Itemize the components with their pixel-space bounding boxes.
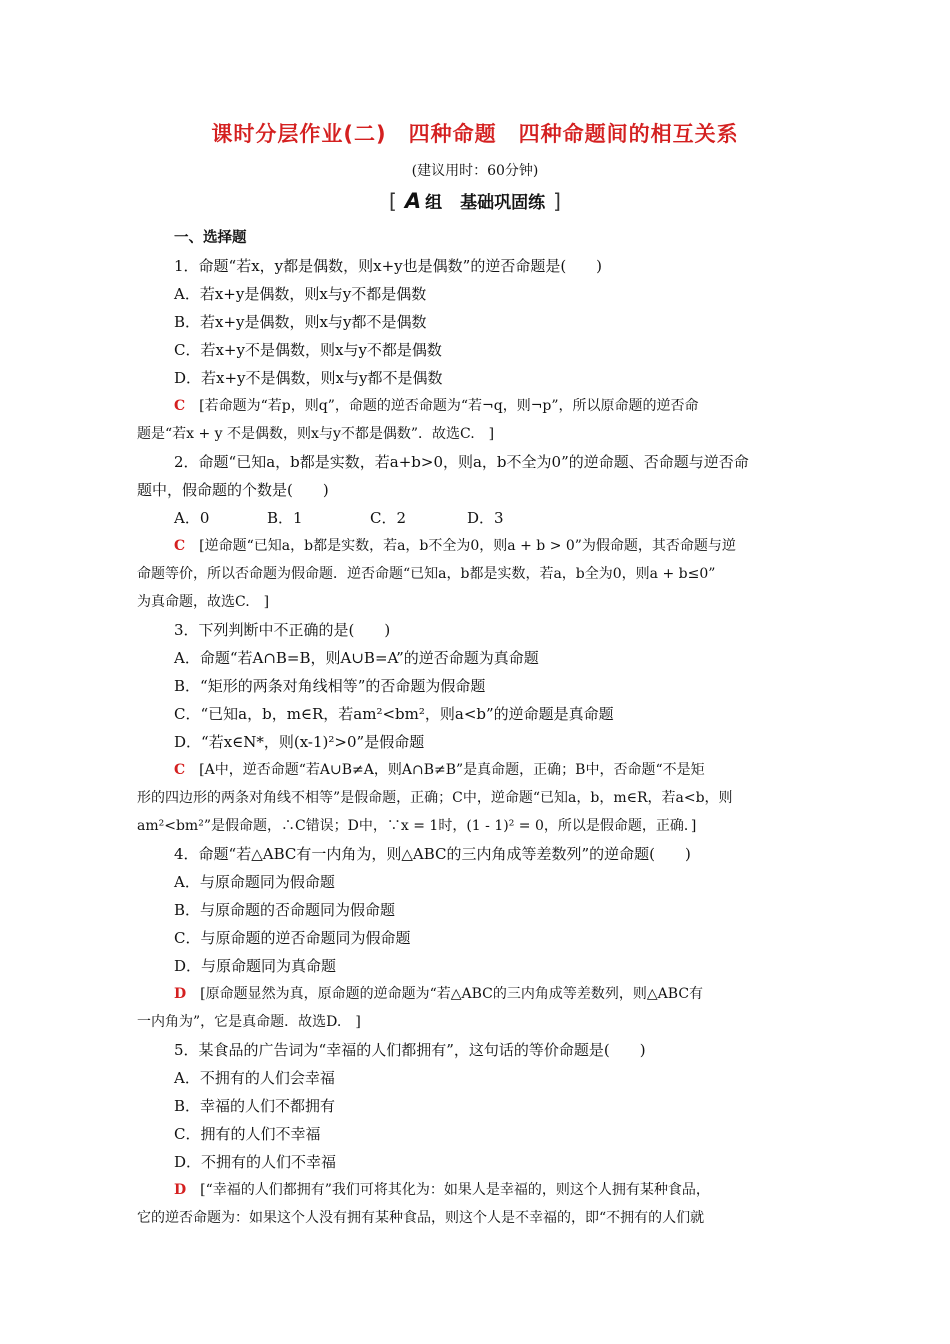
option-d: D．不拥有的人们不幸福 (174, 1153, 337, 1171)
option-c: C．与原命题的逆否命题同为假命题 (174, 929, 411, 947)
option-c: C．“已知a，b，m∈R，若am²<bm²，则a<b”的逆命题是真命题 (174, 705, 614, 723)
answer-explanation (137, 980, 817, 1036)
group-a-banner (0, 188, 950, 213)
question-4 (137, 840, 817, 1036)
option-d: D．若x+y不是偶数，则x与y都不是偶数 (174, 369, 443, 387)
explanation-line: 题是“若x + y 不是偶数，则x与y不都是偶数”．故选C. ] (137, 426, 495, 442)
suggested-time: (建议用时：60分钟) (411, 163, 539, 179)
explanation-line: 命题等价，所以否命题为假命题．逆否命题“已知a，b都是实数，若a，b全为0，则a + b≤0” (137, 566, 716, 582)
explanation-line: [A中，逆否命题“若A∪B≠A，则A∩B≠B”是真命题，正确；B中，否命题“不是矩 (199, 762, 705, 778)
option-b: B．幸福的人们不都拥有 (174, 1097, 336, 1115)
option-b: B．“矩形的两条对角线相等”的否命题为假命题 (174, 677, 486, 695)
answer-key: C (174, 398, 186, 414)
option-row (137, 504, 817, 532)
question-content (137, 224, 817, 1232)
question-1 (137, 252, 817, 448)
option-d: D．3 (467, 509, 504, 527)
answer-explanation (137, 392, 817, 448)
explanation-line: 它的逆否命题为：如果这个人没有拥有某种食品，则这个人是不幸福的，即“不拥有的人们就 (137, 1210, 705, 1226)
explanation-line: [逆命题“已知a，b都是实数，若a，b不全为0，则a + b > 0”为假命题，其否命题与逆 (199, 538, 736, 554)
option-a: A．与原命题同为假命题 (174, 873, 335, 891)
answer-key: D (174, 986, 187, 1002)
explanation-line: am²<bm²”是假命题，∴C错误；D中，∵x = 1时，(1 - 1)² = 0，所以是假命题，正确．] (137, 818, 697, 834)
option-b: B．与原命题的否命题同为假命题 (174, 901, 396, 919)
group-subtitle: 基础巩固练 (460, 193, 546, 213)
option-d: D．与原命题同为真命题 (174, 957, 337, 975)
explanation-line: [若命题为“若p，则q”，命题的逆否命题为“若¬q，则¬p”，所以原命题的逆否命 (199, 398, 699, 414)
answer-explanation (137, 756, 817, 840)
question-stem: 1．命题“若x，y都是偶数，则x+y也是偶数”的逆否命题是( ) (174, 257, 603, 275)
option-d: D．“若x∈N*，则(x-1)²>0”是假命题 (174, 733, 425, 751)
option-b: B．若x+y是偶数，则x与y都不是偶数 (174, 313, 427, 331)
question-stem: 3．下列判断中不正确的是( ) (174, 621, 391, 639)
question-2 (137, 448, 817, 616)
question-3 (137, 616, 817, 840)
option-a: A．0 (174, 509, 210, 527)
page-title: 课时分层作业(二) 四种命题 四种命题间的相互关系 (211, 122, 739, 146)
option-c: C．若x+y不是偶数，则x与y不都是偶数 (174, 341, 442, 359)
explanation-line: [原命题显然为真，原命题的逆命题为“若△ABC的三内角成等差数列，则△ABC有 (200, 986, 704, 1002)
explanation-line: [“幸福的人们都拥有”我们可将其化为：如果人是幸福的，则这个人拥有某种食品， (200, 1182, 710, 1198)
question-stem: 5．某食品的广告词为“幸福的人们都拥有”，这句话的等价命题是( ) (174, 1041, 646, 1059)
group-letter: A (404, 189, 422, 213)
answer-key: C (174, 762, 186, 778)
explanation-line: 形的四边形的两条对角线不相等”是假命题，正确；C中，逆命题“已知a，b，m∈R，若a<b，则 (137, 790, 733, 806)
question-stem: 4．命题“若△ABC有一内角为，则△ABC的三内角成等差数列”的逆命题( ) (174, 845, 691, 863)
section-heading: 一、选择题 (174, 230, 247, 246)
option-a: A．若x+y是偶数，则x与y不都是偶数 (174, 285, 427, 303)
answer-key: D (174, 1182, 187, 1198)
question-stem: 题中，假命题的个数是( ) (137, 481, 329, 499)
option-c: C．2 (370, 509, 407, 527)
question-5 (137, 1036, 817, 1232)
answer-explanation (137, 532, 817, 616)
question-stem: 2．命题“已知a，b都是实数，若a+b>0，则a，b不全为0”的逆命题、否命题与逆否命 (174, 453, 749, 471)
explanation-line: 一内角为”，它是真命题．故选D. ] (137, 1014, 361, 1030)
banner-bracket-close: ] (553, 189, 561, 213)
banner-bracket-open: [ (389, 189, 397, 213)
option-a: A．命题“若A∩B=B，则A∪B=A”的逆否命题为真命题 (174, 649, 539, 667)
answer-explanation (137, 1176, 817, 1232)
group-name: 组 (425, 193, 443, 213)
option-b: B．1 (267, 509, 303, 527)
option-a: A．不拥有的人们会幸福 (174, 1069, 335, 1087)
explanation-line: 为真命题，故选C. ] (137, 594, 270, 610)
answer-key: C (174, 538, 186, 554)
option-c: C．拥有的人们不幸福 (174, 1125, 321, 1143)
